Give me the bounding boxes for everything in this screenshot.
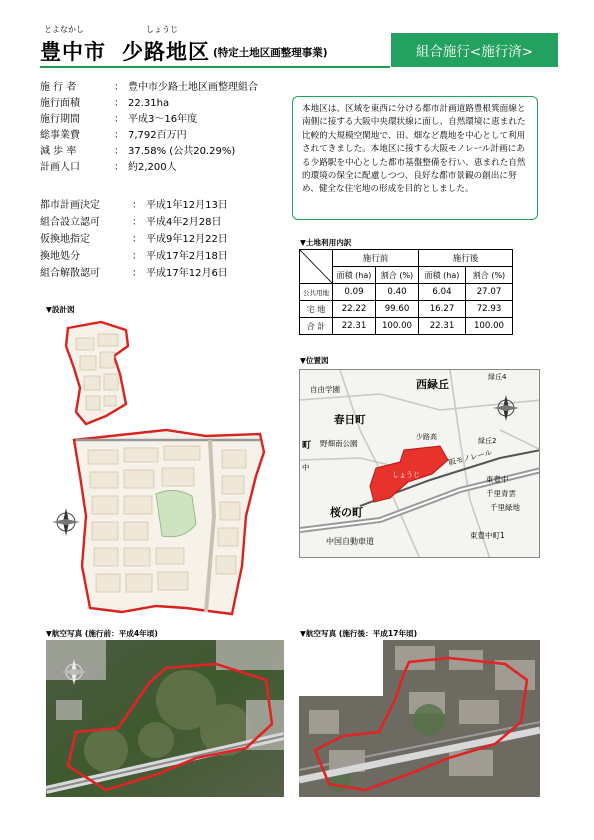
info-label: 計画人口 <box>40 162 80 173</box>
project-info-list <box>40 80 258 176</box>
cell: 100.00 <box>466 318 513 335</box>
info-row: 減 歩 率 ： 37.58% (公共20.29%) <box>40 144 258 160</box>
cell: 72.93 <box>466 301 513 318</box>
col-area: 面積 (ha) <box>419 267 466 284</box>
district-name: 少路地区 <box>122 40 210 64</box>
aerial-photo-before <box>46 640 284 797</box>
info-row: 総事業費 ： 7,792百万円 <box>40 128 258 144</box>
header-before: 施行前 <box>333 250 419 267</box>
date-value: 平成17年2月18日 <box>146 251 228 262</box>
cell: 0.40 <box>376 284 419 301</box>
info-value: 約2,200人 <box>128 162 177 173</box>
description-box <box>292 96 538 220</box>
cell: 99.60 <box>376 301 419 318</box>
cell: 16.27 <box>419 301 466 318</box>
cell: 27.07 <box>466 284 513 301</box>
map-label: 中国自動車道 <box>326 537 374 546</box>
info-row: 施 行 者 ： 豊中市少路土地区画整理組合 <box>40 80 258 96</box>
header-rule <box>40 66 390 68</box>
date-label: 仮換地指定 <box>40 234 90 245</box>
date-value: 平成9年12月22日 <box>146 234 228 245</box>
info-row: 施行期間 ： 平成3～16年度 <box>40 112 258 128</box>
date-value: 平成4年2月28日 <box>146 217 222 228</box>
aerial-before-label: ▼航空写真 (施行前：平成4年頃) <box>46 629 158 638</box>
date-row: 組合設立認可 ： 平成4年2月28日 <box>40 214 228 231</box>
land-use-table <box>299 249 513 335</box>
col-ratio: 割合 (%) <box>466 267 513 284</box>
row-label: 公共用地 <box>300 284 333 301</box>
info-label: 総事業費 <box>40 130 80 141</box>
map-label: 東豊中 <box>486 475 509 484</box>
header-after: 施行後 <box>419 250 513 267</box>
date-label: 組合解散認可 <box>40 268 100 279</box>
status-badge: 組合施行<施行済> <box>391 33 558 67</box>
district-ruby: しょうじ <box>146 25 178 34</box>
table-row <box>300 284 513 301</box>
city-name: 豊中市 <box>40 40 106 64</box>
table-row <box>300 318 513 335</box>
map-label: 西緑丘 <box>416 378 449 391</box>
info-label: 施行面積 <box>40 98 80 109</box>
aerial-after-label: ▼航空写真 (施行後：平成17年頃) <box>300 629 418 638</box>
map-label: 桜の町 <box>330 506 363 519</box>
table-row <box>300 301 513 318</box>
cell: 22.31 <box>419 318 466 335</box>
map-label: 緑丘4 <box>488 373 507 381</box>
date-row: 仮換地指定 ： 平成9年12月22日 <box>40 231 228 248</box>
date-value: 平成17年12月6日 <box>146 268 228 279</box>
info-label: 施 行 者 <box>40 82 77 93</box>
col-ratio: 割合 (%) <box>376 267 419 284</box>
date-row: 都市計画決定 ： 平成1年12月13日 <box>40 197 228 214</box>
info-label: 減 歩 率 <box>40 146 77 157</box>
map-label: 阪モノレール <box>447 447 493 468</box>
design-map <box>46 316 282 624</box>
map-label: 町 <box>302 441 312 451</box>
land-use-title: ▼土地利用内訳 <box>300 238 352 247</box>
date-label: 組合設立認可 <box>40 217 100 228</box>
info-value: 22.31ha <box>128 98 170 109</box>
info-value: 豊中市少路土地区画整理組合 <box>128 82 258 93</box>
cell: 22.31 <box>333 318 376 335</box>
table-corner-cell <box>300 250 333 284</box>
map-label: 緑丘2 <box>478 437 497 445</box>
info-row: 施行面積 ： 22.31ha <box>40 96 258 112</box>
date-row: 組合解散認可 ： 平成17年12月6日 <box>40 265 228 282</box>
cell: 0.09 <box>333 284 376 301</box>
info-value: 平成3～16年度 <box>128 114 198 125</box>
row-label: 宅 地 <box>300 301 333 318</box>
col-area: 面積 (ha) <box>333 267 376 284</box>
date-label: 換地処分 <box>40 251 80 262</box>
info-value: 7,792百万円 <box>128 130 187 141</box>
location-map-label: ▼位置図 <box>300 356 329 365</box>
cell: 100.00 <box>376 318 419 335</box>
map-label: 野畑南公園 <box>320 439 358 448</box>
map-label: 東豊中町1 <box>470 531 505 540</box>
map-label: 少路高 <box>416 433 437 441</box>
info-row: 計画人口 ： 約2,200人 <box>40 160 258 176</box>
cell: 22.22 <box>333 301 376 318</box>
location-map <box>299 369 540 558</box>
date-value: 平成1年12月13日 <box>146 200 228 211</box>
cell: 6.04 <box>419 284 466 301</box>
land-use-table-wrap <box>299 249 513 335</box>
row-label: 合 計 <box>300 318 333 335</box>
design-map-label: ▼設計図 <box>46 305 75 314</box>
map-label: 自由学園 <box>310 385 340 394</box>
district-map-label: しょうじ <box>392 471 420 479</box>
description-text: 本地区は、区域を東西に分ける都市計画道路豊根箕面線と南側に接する大阪中央環状線に面し、自然環境に恵まれた比較的大規模空閑地で、田、畑など農地を中心として利用されてきました。本地区に接する大阪モノレール計画にある少路駅を中心とした都市基盤整備を行い、恵まれた自然的環境の保全に配慮しつつ、良好な都市景観の創出に努め、健全な住宅地の形成を目的としました。 <box>302 104 526 195</box>
project-type: (特定土地区画整理事業) <box>213 47 328 59</box>
map-label: 中 <box>302 463 310 472</box>
map-label: 千里緑地 <box>490 503 520 512</box>
date-label: 都市計画決定 <box>40 200 100 211</box>
date-row: 換地処分 ： 平成17年2月18日 <box>40 248 228 265</box>
info-label: 施行期間 <box>40 114 80 125</box>
aerial-photo-after <box>299 640 540 797</box>
info-value: 37.58% (公共20.29%) <box>128 146 236 157</box>
map-label: 千里青雲 <box>486 489 516 498</box>
city-ruby: とよなかし <box>44 25 84 34</box>
project-dates-list <box>40 197 228 282</box>
map-label: 春日町 <box>334 414 366 426</box>
